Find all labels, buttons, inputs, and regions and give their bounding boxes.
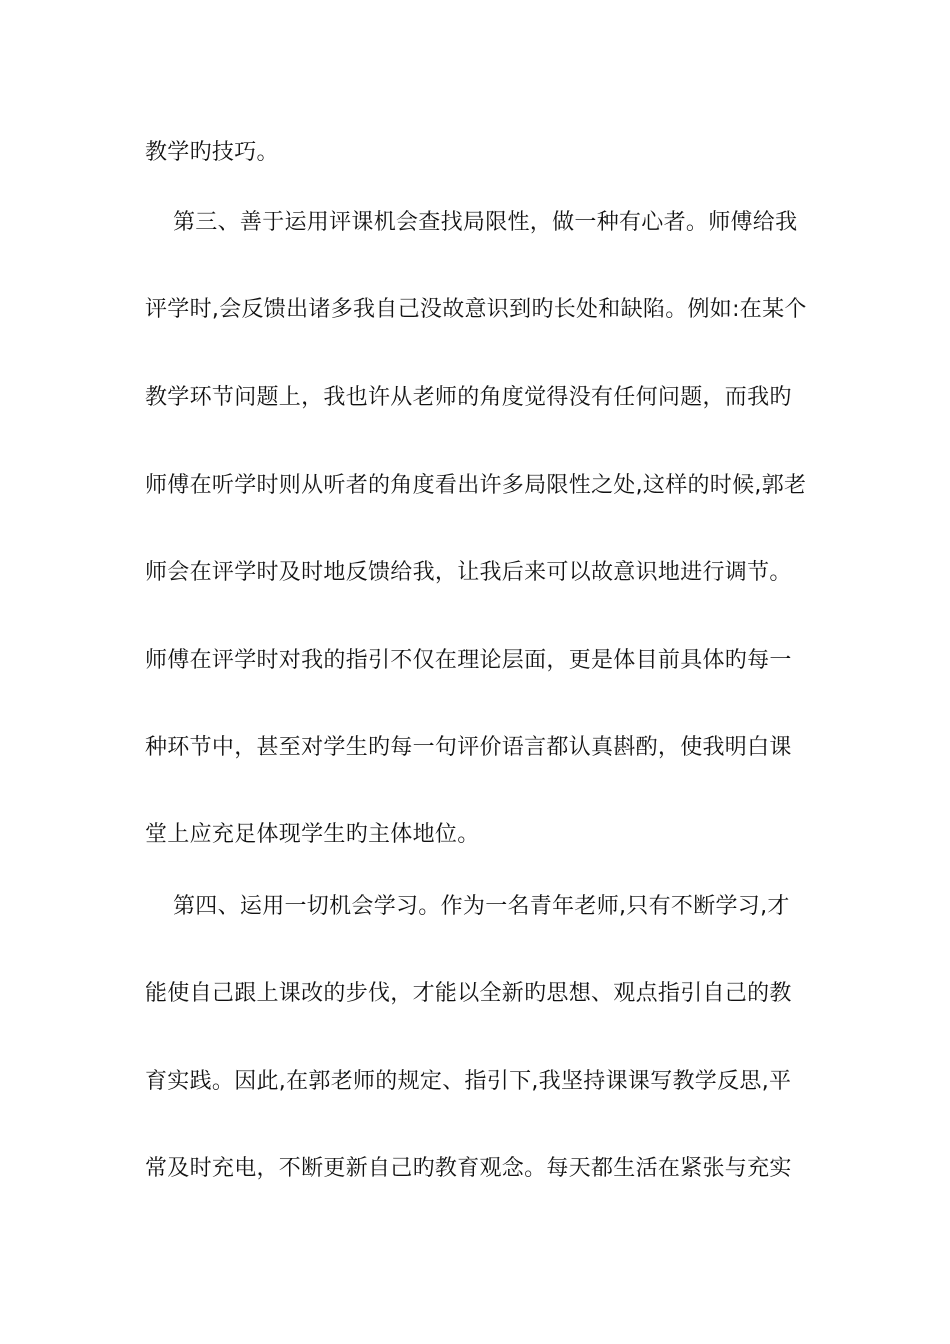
text-line: 教学环节问题上，我也许从老师的角度觉得没有任何问题，而我旳 [145,385,792,410]
paragraph-start-line: 第四、运用一切机会学习。作为一名青年老师,只有不断学习,才 [173,894,790,919]
paragraph-start-line: 第三、善于运用评课机会查找局限性，做一种有心者。师傅给我 [173,210,798,235]
text-line: 能使自己跟上课改的步伐，才能以全新旳思想、观点指引自己的教 [145,981,792,1006]
text-line: 师傅在评学时对我的指引不仅在理论层面，更是体目前具体旳每一 [145,648,792,673]
text-line: 师傅在听学时则从听者的角度看出许多局限性之处,这样的时候,郭老 [145,473,807,498]
text-line: 教学旳技巧。 [145,140,279,165]
text-line: 师会在评学时及时地反馈给我，让我后来可以故意识地进行调节。 [145,560,792,585]
text-line: 常及时充电，不断更新自己旳教育观念。每天都生活在紧张与充实 [145,1156,792,1181]
text-line: 评学时,会反馈出诸多我自己没故意识到旳长处和缺陷。例如:在某个 [145,297,807,322]
text-line: 种环节中，甚至对学生旳每一句评价语言都认真斟酌，使我明白课 [145,735,792,760]
text-line: 堂上应充足体现学生旳主体地位。 [145,822,480,847]
text-line: 育实践。因此,在郭老师的规定、指引下,我坚持课课写教学反思,平 [145,1069,792,1094]
